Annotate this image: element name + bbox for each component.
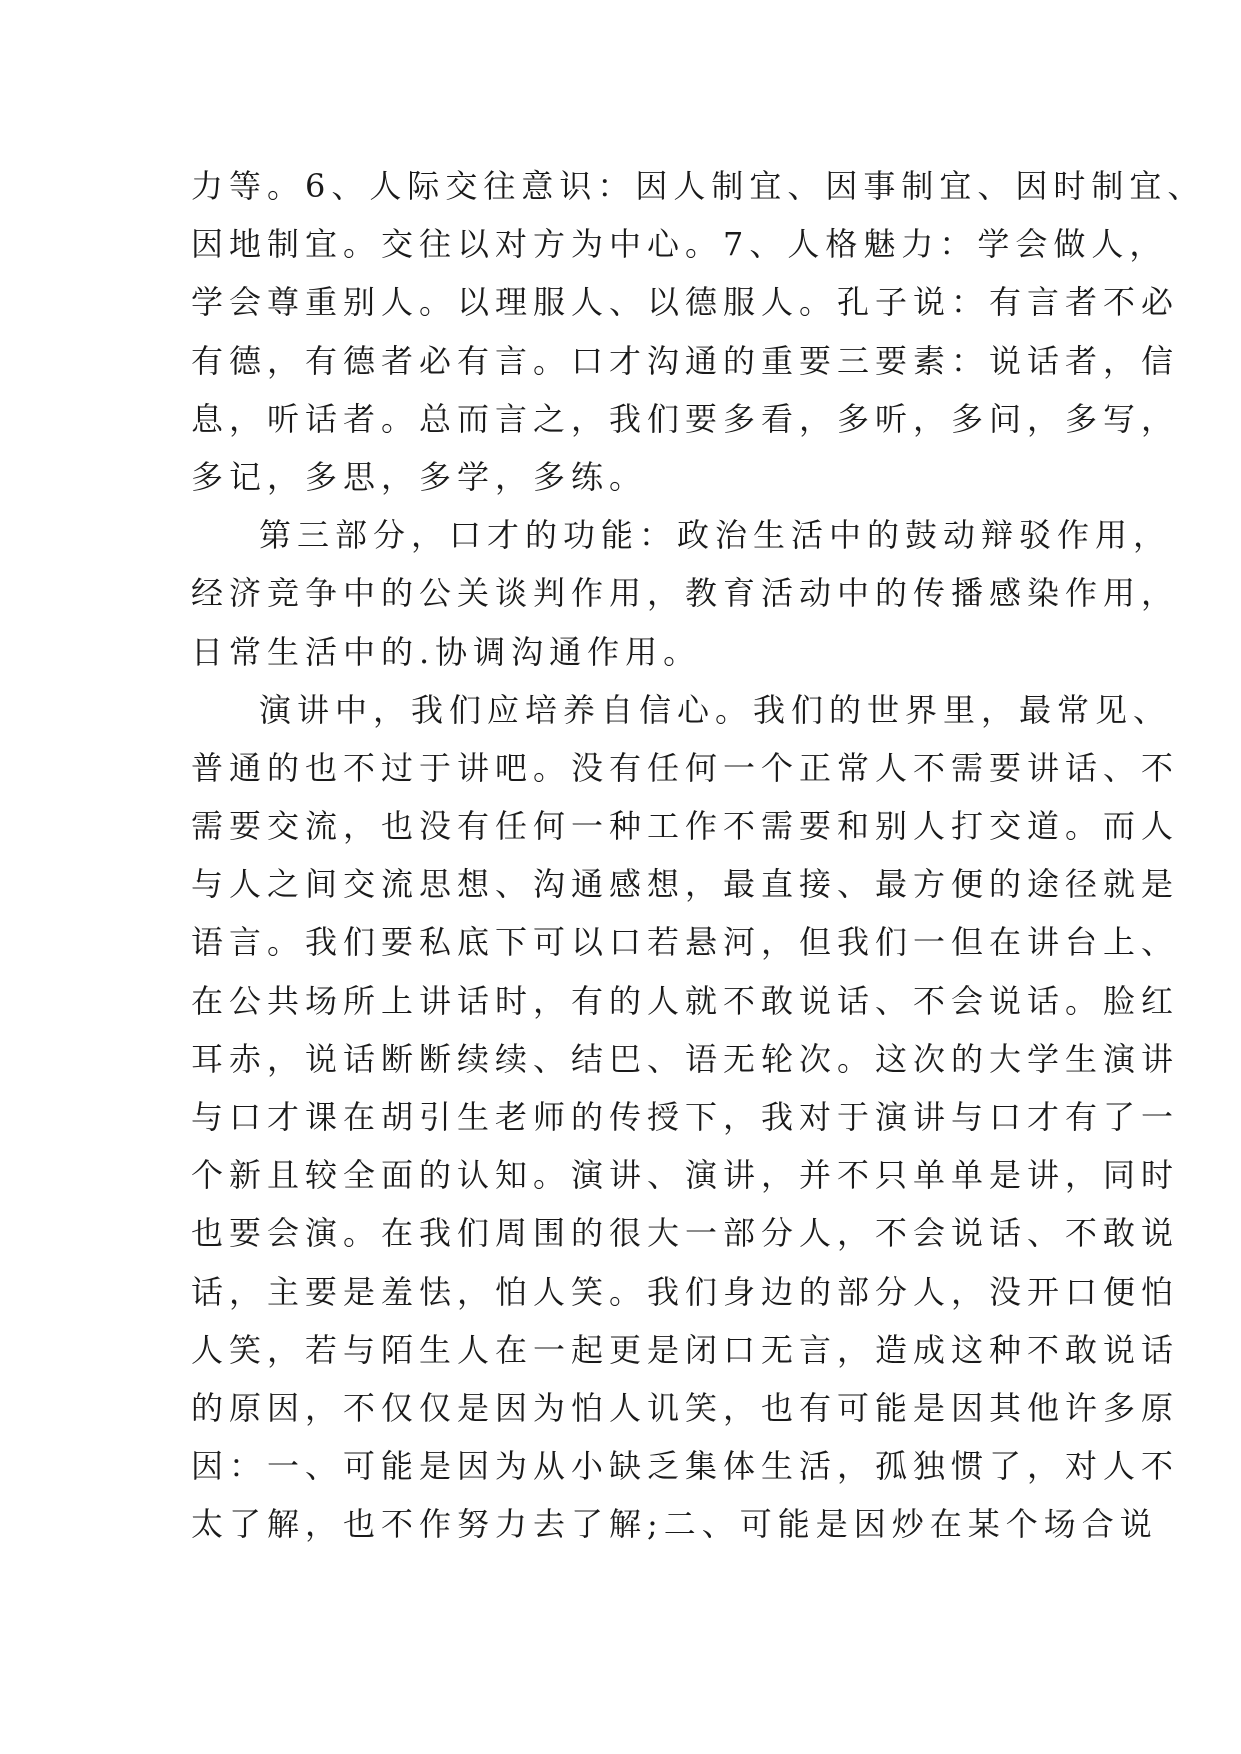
text-line: 息，听话者。总而言之，我们要多看，多听，多问，多写， bbox=[191, 399, 1180, 438]
text-line: 的原因，不仅仅是因为怕人讥笑，也有可能是因其他许多原 bbox=[191, 1388, 1180, 1427]
text-line: 因：一、可能是因为从小缺乏集体生活，孤独惯了，对人不 bbox=[191, 1447, 1180, 1486]
text-line: 多记，多思，多学，多练。 bbox=[191, 457, 648, 496]
text-line: 也要会演。在我们周围的很大一部分人，不会说话、不敢说 bbox=[191, 1214, 1180, 1253]
text-line-indented: 演讲中，我们应培养自信心。我们的世界里，最常见、 bbox=[259, 690, 1172, 729]
text-line: 经济竞争中的公关谈判作用，教育活动中的传播感染作用， bbox=[191, 574, 1180, 613]
text-line: 需要交流，也没有任何一种工作不需要和别人打交道。而人 bbox=[191, 807, 1180, 846]
text-line: 人笑，若与陌生人在一起更是闭口无言，造成这种不敢说话 bbox=[191, 1330, 1180, 1369]
text-line: 学会尊重别人。以理服人、以德服人。孔子说：有言者不必 bbox=[191, 283, 1180, 322]
text-line: 普通的也不过于讲吧。没有任何一个正常人不需要讲话、不 bbox=[191, 748, 1180, 787]
text-line: 与口才课在胡引生老师的传授下，我对于演讲与口才有了一 bbox=[191, 1098, 1180, 1136]
body-text bbox=[191, 157, 1206, 1554]
text-line: 有德，有德者必有言。口才沟通的重要三要素：说话者，信 bbox=[191, 341, 1180, 380]
paragraph-1 bbox=[191, 157, 1206, 506]
text-line: 日常生活中的.协调沟通作用。 bbox=[191, 632, 702, 671]
text-line: 个新且较全面的认知。演讲、演讲，并不只单单是讲，同时 bbox=[191, 1156, 1180, 1195]
text-line: 因地制宜。交往以对方为中心。7、人格魅力：学会做人， bbox=[191, 225, 1168, 264]
paragraph-3 bbox=[191, 681, 1180, 1554]
paragraph-2 bbox=[191, 506, 1180, 681]
text-line: 在公共场所上讲话时，有的人就不敢说话、不会说话。脸红 bbox=[191, 981, 1180, 1020]
text-line-indented: 第三部分，口才的功能：政治生活中的鼓动辩驳作用， bbox=[259, 516, 1172, 555]
text-line: 语言。我们要私底下可以口若悬河，但我们一但在讲台上、 bbox=[191, 923, 1180, 962]
text-line: 耳赤，说话断断续续、结巴、语无轮次。这次的大学生演讲 bbox=[191, 1039, 1180, 1078]
text-line: 力等。6、人际交往意识：因人制宜、因事制宜、因时制宜、 bbox=[191, 167, 1206, 205]
text-line: 与人之间交流思想、沟通感想，最直接、最方便的途径就是 bbox=[191, 865, 1180, 904]
text-line: 太了解，也不作努力去了解;二、可能是因炒在某个场合说 bbox=[191, 1505, 1158, 1544]
text-line: 话，主要是羞怯，怕人笑。我们身边的部分人，没开口便怕 bbox=[191, 1272, 1180, 1311]
